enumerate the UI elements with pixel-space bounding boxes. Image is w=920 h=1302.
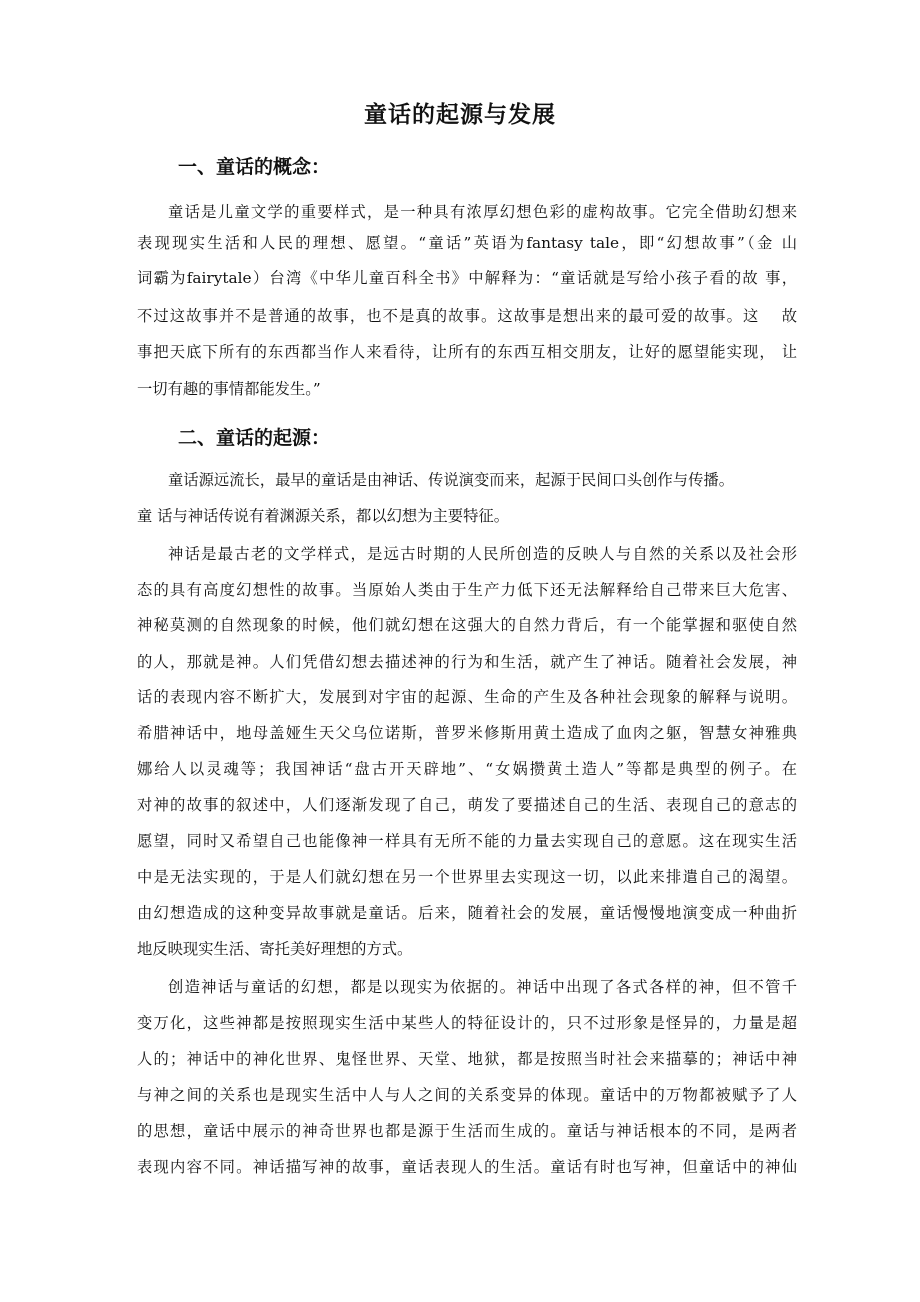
paragraph-line: 变万化，这些神都是按照现实生活中某些人的特征设计的，只不过形象是怪异的，力量是超 xyxy=(137,1014,797,1032)
paragraph-line: 事把天底下所有的东西都当作人来看待，让所有的东西互相交朋友，让好的愿望能实现， 让 xyxy=(137,343,797,361)
paragraph-line: 与神之间的关系也是现实生活中人与人之间的关系变异的体现。童话中的万物都被赋予了人 xyxy=(137,1086,797,1104)
paragraph-line: 态的具有高度幻想性的故事。当原始人类由于生产力低下还无法解释给自己带来巨大危害、 xyxy=(137,581,797,599)
paragraph-line: 表现内容不同。神话描写神的故事，童话表现人的生活。童话有时也写神，但童话中的神仙 xyxy=(137,1158,797,1176)
paragraph-line: 由幻想造成的这种变异故事就是童话。后来，随着社会的发展，童话慢慢地演变成一种曲折 xyxy=(137,904,797,922)
paragraph-line: 娜给人以灵魂等；我国神话“盘古开天辟地”、“女娲攒黄土造人”等都是典型的例子。在 xyxy=(137,760,797,778)
paragraph-line: 愿望，同时又希望自己也能像神一样具有无所不能的力量去实现自己的意愿。这在现实生活 xyxy=(137,832,797,850)
paragraph-line: 神秘莫测的自然现象的时候，他们就幻想在这强大的自然力背后，有一个能掌握和驱使自然 xyxy=(137,616,797,634)
paragraph-line: 的思想，童话中展示的神奇世界也都是源于生活而生成的。童话与神话根本的不同，是两者 xyxy=(137,1122,797,1140)
paragraph-line: 一切有趣的事情都能发生。” xyxy=(137,380,321,398)
paragraph-line: 对神的故事的叙述中，人们逐渐发现了自己，萌发了要描述自己的生活、表现自己的意志的 xyxy=(137,796,797,814)
paragraph-line: 童话是儿童文学的重要样式，是一种具有浓厚幻想色彩的虚构故事。它完全借助幻想来 xyxy=(168,203,797,221)
paragraph-line: 的人，那就是神。人们凭借幻想去描述神的行为和生活，就产生了神话。随着社会发展，神 xyxy=(137,653,797,671)
paragraph-line: 童 话与神话传说有着渊源关系，都以幻想为主要特征。 xyxy=(137,507,509,525)
paragraph-line: 表现现实生活和人民的理想、愿望。“童话”英语为fantasy tale，即“幻想故事”（金 山 xyxy=(137,234,797,252)
paragraph-line: 不过这故事并不是普通的故事，也不是真的故事。这故事是想出来的最可爱的故事。这 故 xyxy=(137,307,797,325)
paragraph-line: 希腊神话中，地母盖娅生天父乌位诺斯，普罗米修斯用黄土造成了血肉之躯，智慧女神雅典 xyxy=(137,724,797,742)
paragraph-line: 中是无法实现的，于是人们就幻想在另一个世界里去实现这一切，以此来排遣自己的渴望。 xyxy=(137,868,797,886)
paragraph-line: 地反映现实生活、寄托美好理想的方式。 xyxy=(137,940,413,958)
paragraph-line: 创造神话与童话的幻想，都是以现实为依据的。神话中出现了各式各样的神，但不管千 xyxy=(168,978,797,996)
paragraph-line: 词霸为fairytale）台湾《中华儿童百科全书》中解释为：“童话就是写给小孩子看的故 事， xyxy=(137,269,797,287)
paragraph-line: 人的；神话中的神化世界、鬼怪世界、天堂、地狱，都是按照当时社会来描摹的；神话中神 xyxy=(137,1050,797,1068)
paragraph-line: 童话源远流长，最早的童话是由神话、传说演变而来，起源于民间口头创作与传播。 xyxy=(168,471,734,489)
document-title: 童话的起源与发展 xyxy=(364,102,556,128)
paragraph-line: 神话是最古老的文学样式，是远古时期的人民所创造的反映人与自然的关系以及社会形 xyxy=(168,545,797,563)
section-heading-origin: 二、童话的起源： xyxy=(178,427,331,449)
paragraph-line: 话的表现内容不断扩大，发展到对宇宙的起源、生命的产生及各种社会现象的解释与说明。 xyxy=(137,688,797,706)
section-heading-concept: 一、童话的概念： xyxy=(178,156,331,178)
